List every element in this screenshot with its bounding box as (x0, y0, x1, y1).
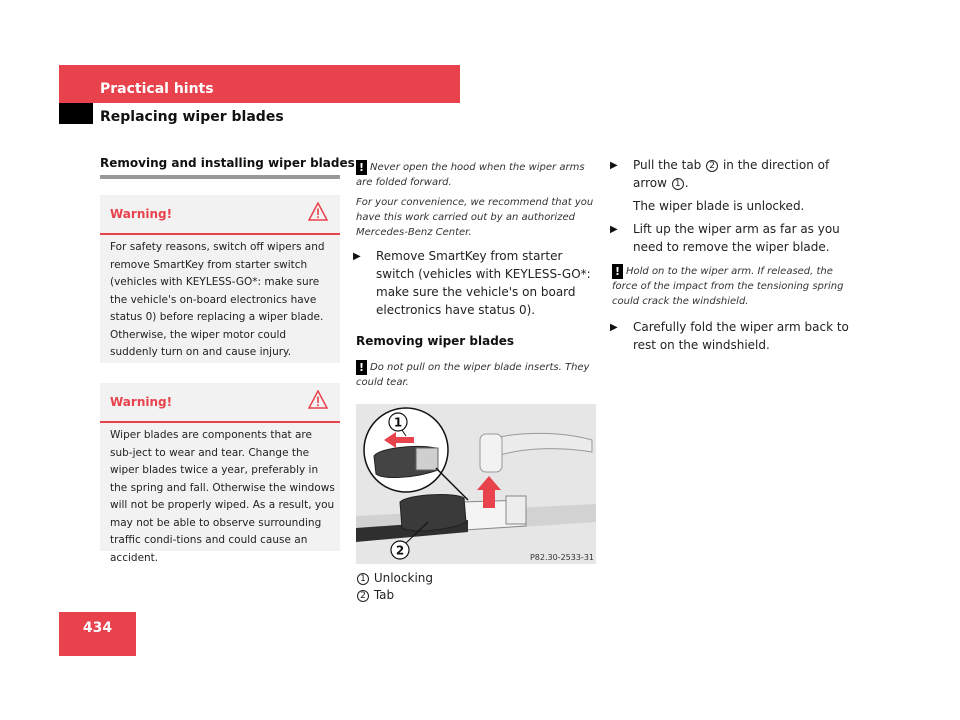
step-text: Carefully fold the wiper arm back to rest on the windshield. (633, 320, 849, 352)
caution-note (612, 264, 854, 309)
legend-text: Unlocking (373, 571, 433, 585)
instruction-step (610, 318, 853, 354)
warning-box (100, 383, 340, 564)
bullet-arrow-icon: ▶ (610, 160, 618, 171)
page-title: Replacing wiper blades (100, 109, 284, 125)
exclamation-icon: ! (356, 160, 367, 175)
bullet-arrow-icon: ▶ (610, 322, 618, 333)
caution-text: Never open the hood when the wiper arms are folded forward. (356, 162, 585, 188)
caution-note (356, 160, 596, 190)
callout-1: 1 (393, 415, 403, 430)
caution-text: Do not pull on the wiper blade inserts. They could tear. (356, 362, 590, 388)
result-text: The wiper blade is unlocked. (633, 199, 805, 213)
header-marker (59, 103, 93, 124)
caution-text: Hold on to the wiper arm. If released, the force of the impact from the tensioning spring could crack the windshield. (612, 266, 844, 307)
instruction-step (353, 247, 598, 319)
column-heading: Removing and installing wiper blades (100, 156, 355, 170)
info-note: For your convenience, we recommend that you have this work carried out by an authorized Mercedes-Benz Center. (356, 197, 594, 238)
warning-rule (100, 233, 340, 235)
page-number: 434 (82, 620, 113, 636)
legend-number: 1 (357, 573, 369, 585)
heading-rule (100, 175, 340, 179)
warning-triangle-icon (308, 202, 328, 222)
step-text: in the direction of arrow (633, 158, 830, 190)
ref-number: 2 (706, 160, 718, 172)
page-number-box (59, 612, 136, 656)
legend-item (356, 587, 394, 604)
wiper-blade-drawing (356, 404, 596, 564)
ref-number: 1 (672, 178, 684, 190)
warning-label: Warning! (110, 207, 173, 221)
warning-box (100, 195, 340, 363)
warning-text: For safety reasons, switch off wipers and remove SmartKey from starter switch (vehicles with KEYLESS-GO*: make sure the vehicle's on-board electronics have status 0) before replacing a wiper blade. Otherwise, the wiper motor could suddenly turn on and cause injury. (110, 241, 325, 358)
warning-label: Warning! (110, 395, 173, 409)
warning-triangle-icon (308, 390, 328, 410)
step-text: Lift up the wiper arm as far as you need to remove the wiper blade. (633, 222, 840, 254)
subheading: Removing wiper blades (356, 334, 515, 348)
bullet-arrow-icon: ▶ (353, 251, 361, 262)
legend-item (356, 570, 433, 587)
step-text: Pull the tab (633, 158, 702, 172)
wiper-illustration (356, 404, 596, 564)
step-text: Remove SmartKey from starter switch (vehicles with KEYLESS-GO*: make sure the vehicle's on board electronics have status 0). (376, 249, 591, 317)
instruction-step (610, 220, 855, 256)
caution-note (356, 360, 598, 390)
bullet-arrow-icon: ▶ (610, 224, 618, 235)
exclamation-icon: ! (356, 360, 367, 375)
exclamation-icon: ! (612, 264, 623, 279)
legend-number: 2 (357, 590, 369, 602)
section-title: Practical hints (100, 81, 214, 97)
instruction-step (610, 156, 853, 192)
step-text: . (684, 176, 689, 190)
warning-text: Wiper blades are components that are sub-ject to wear and tear. Change the wiper blades twice a year, preferably in the spring and fall. Otherwise the windows will not be properly wiped. As a result, you may not be able to observe surrounding traffic condi-tions and could cause an accident. (110, 429, 335, 564)
figure-code: P82.30-2533-31 (529, 553, 594, 562)
legend-text: Tab (373, 588, 395, 602)
warning-rule (100, 421, 340, 423)
callout-2: 2 (395, 543, 405, 558)
